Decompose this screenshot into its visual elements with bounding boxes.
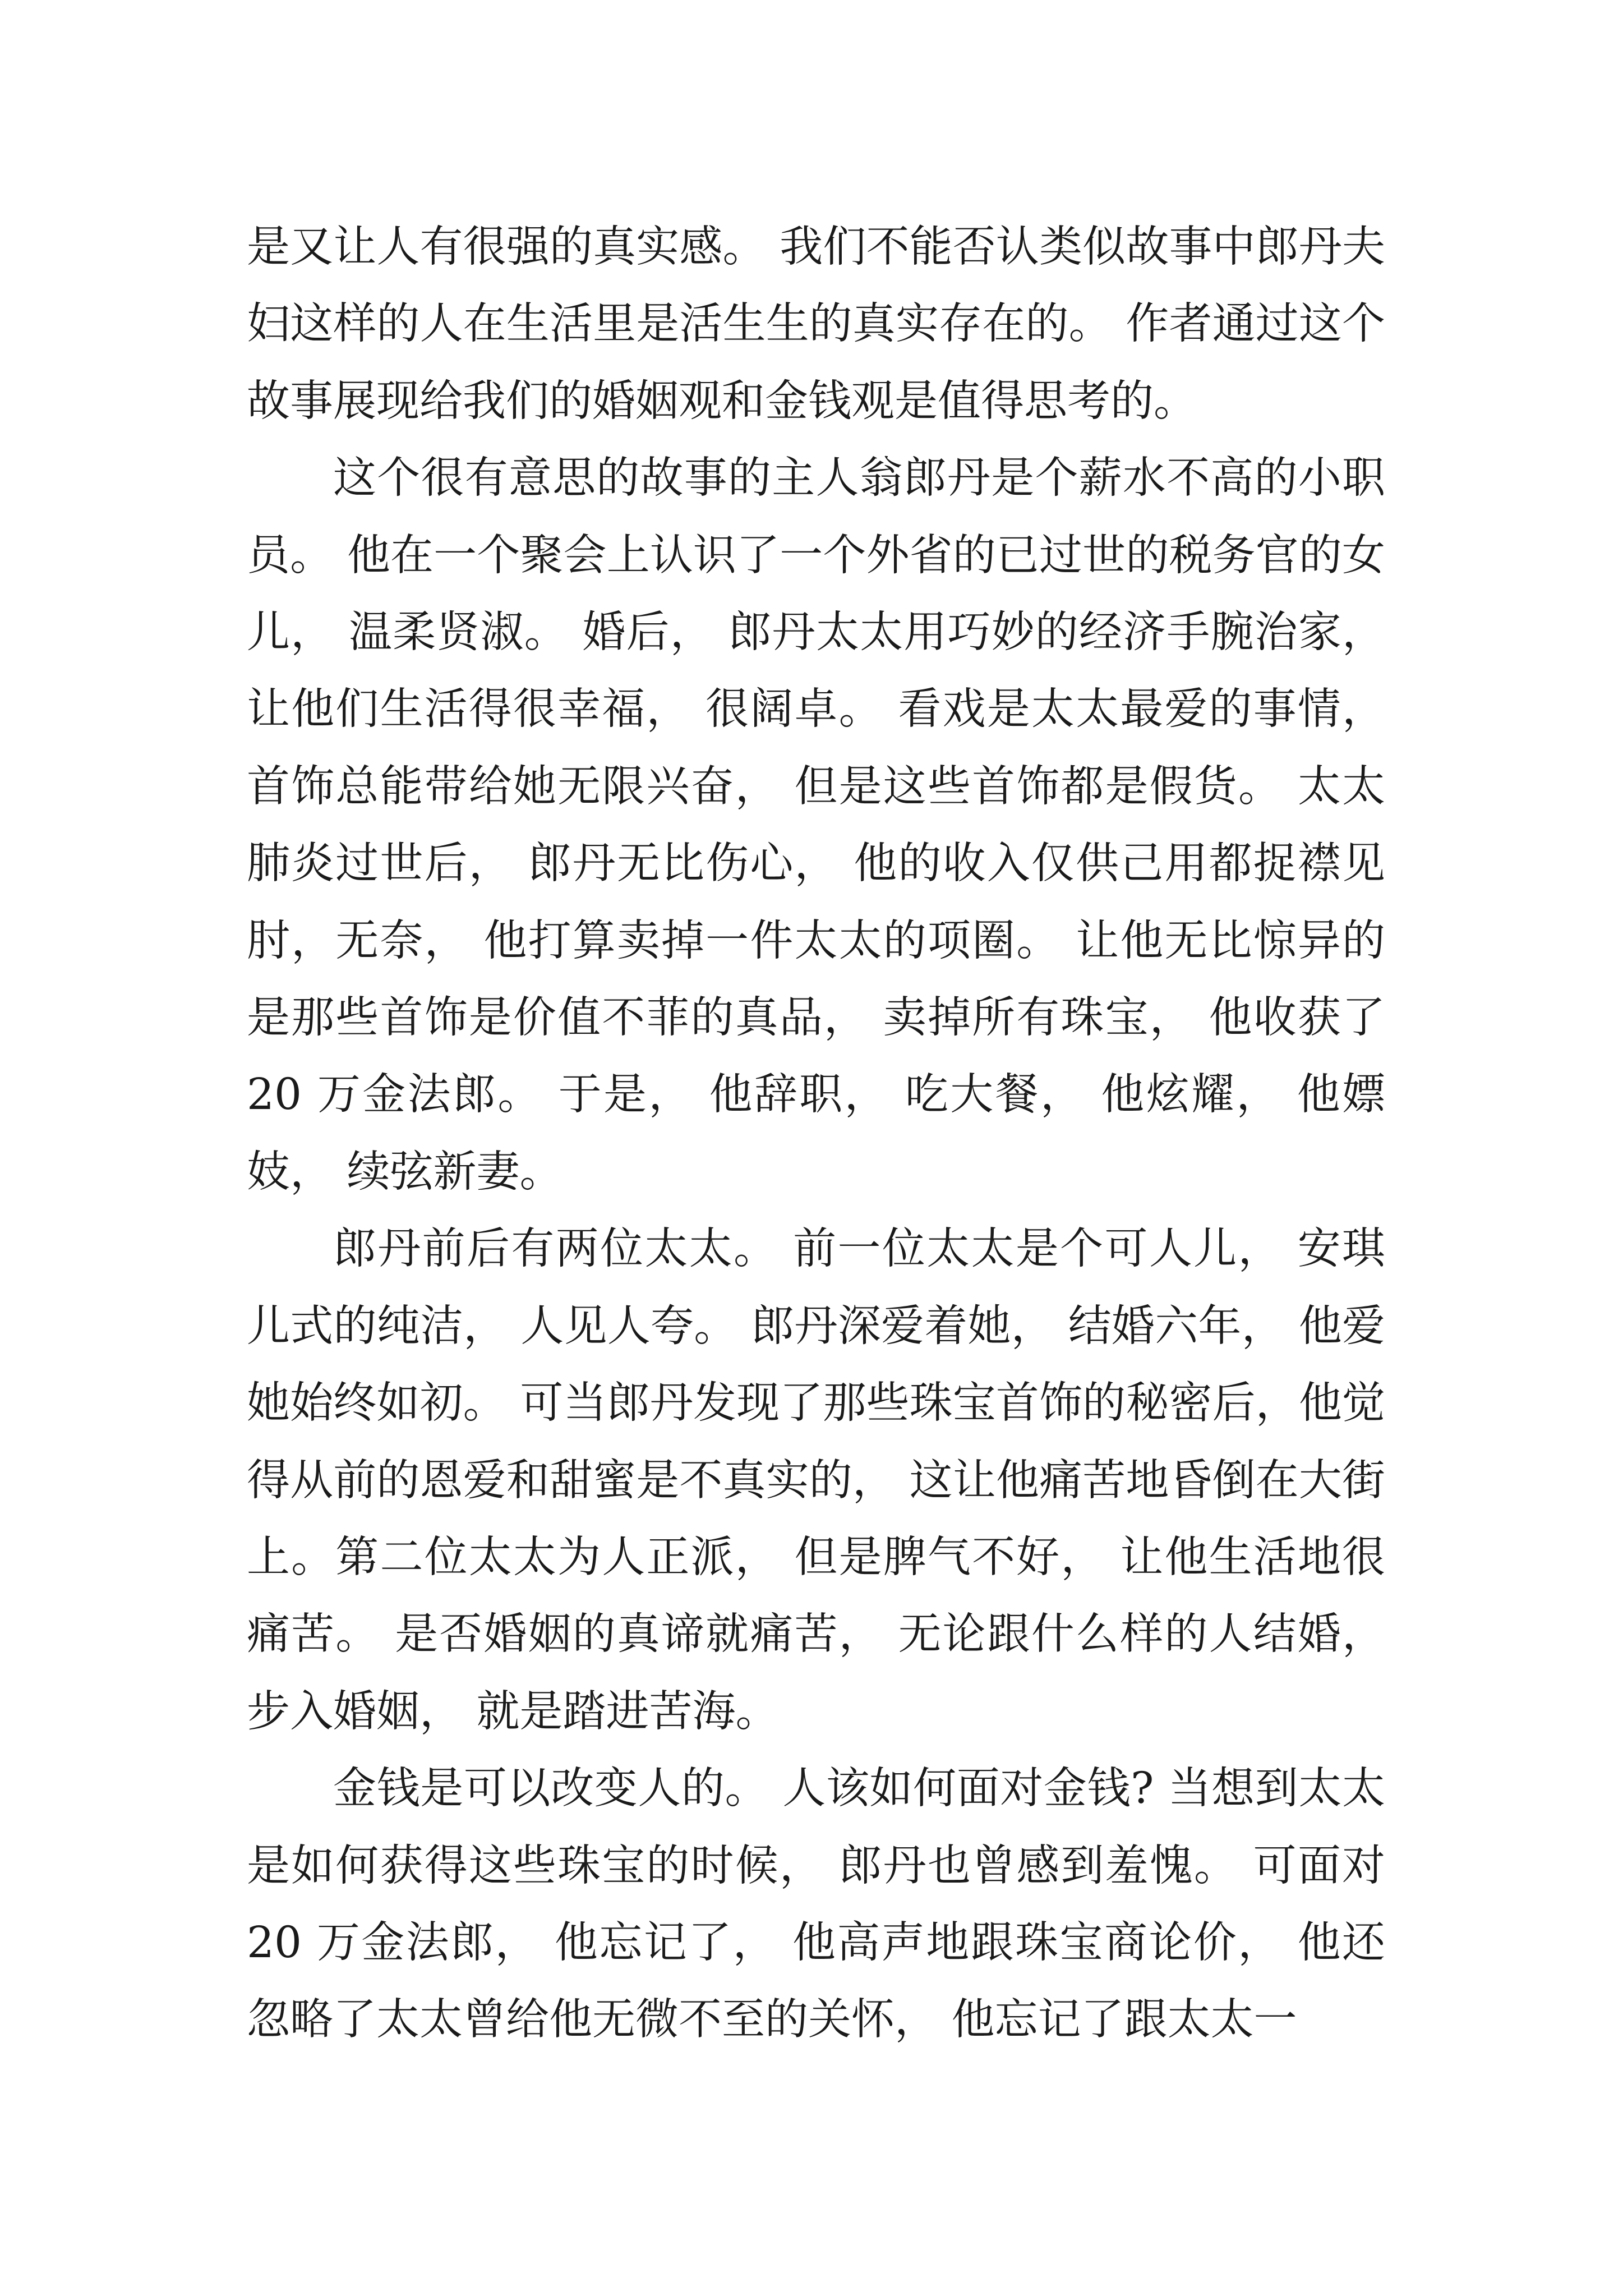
paragraph-1: 是又让人有很强的真实感。 我们不能否认类似故事中郎丹夫妇这样的人在生活里是活生生的真实存在的。 作者通过这个故事展现给我们的婚姻观和金钱观是值得思考的。 xyxy=(247,222,1385,426)
body-text xyxy=(247,209,1385,2059)
paragraph-2: 这个很有意思的故事的主人翁郎丹是个薪水不高的小职员。 他在一个聚会上认识了一个外省的已过世的税务官的女儿， 温柔贤淑。 婚后， 郎丹太太用巧妙的经济手腕治家， 让他们生活得很幸福， 很阔卓。 看戏是太太最爱的事情， 首饰总能带给她无限兴奋， 但是这些首饰都是假货。 太太肺炎过世后， 郎丹无比伤心， 他的收入仅供己用都捉襟见肘，无奈， 他打算卖掉一件太太的项圈。 让他无比惊异的是那些首饰是价值不菲的真品， 卖掉所有珠宝， 他收获了 20 万金法郎。 于是， 他辞职， 吃大餐， 他炫耀， 他嫖妓， 续弦新妻。 xyxy=(247,453,1385,1197)
paragraph-4: 金钱是可以改变人的。 人该如何面对金钱? 当想到太太是如何获得这些珠宝的时候， 郎丹也曾感到羞愧。 可面对 20 万金法郎， 他忘记了， 他高声地跟珠宝商论价， 他还忽略了太太曾给他无微不至的关怀， 他忘记了跟太太一 xyxy=(247,1764,1385,2045)
paragraph-3: 郎丹前后有两位太太。 前一位太太是个可人儿， 安琪儿式的纯洁， 人见人夸。 郎丹深爱着她， 结婚六年， 他爱她始终如初。 可当郎丹发现了那些珠宝首饰的秘密后，他觉得从前的恩爱和甜蜜是不真实的， 这让他痛苦地昏倒在大街上。第二位太太为人正派， 但是脾气不好， 让他生活地很痛苦。 是否婚姻的真谛就痛苦， 无论跟什么样的人结婚， 步入婚姻， 就是踏进苦海。 xyxy=(247,1224,1385,1737)
